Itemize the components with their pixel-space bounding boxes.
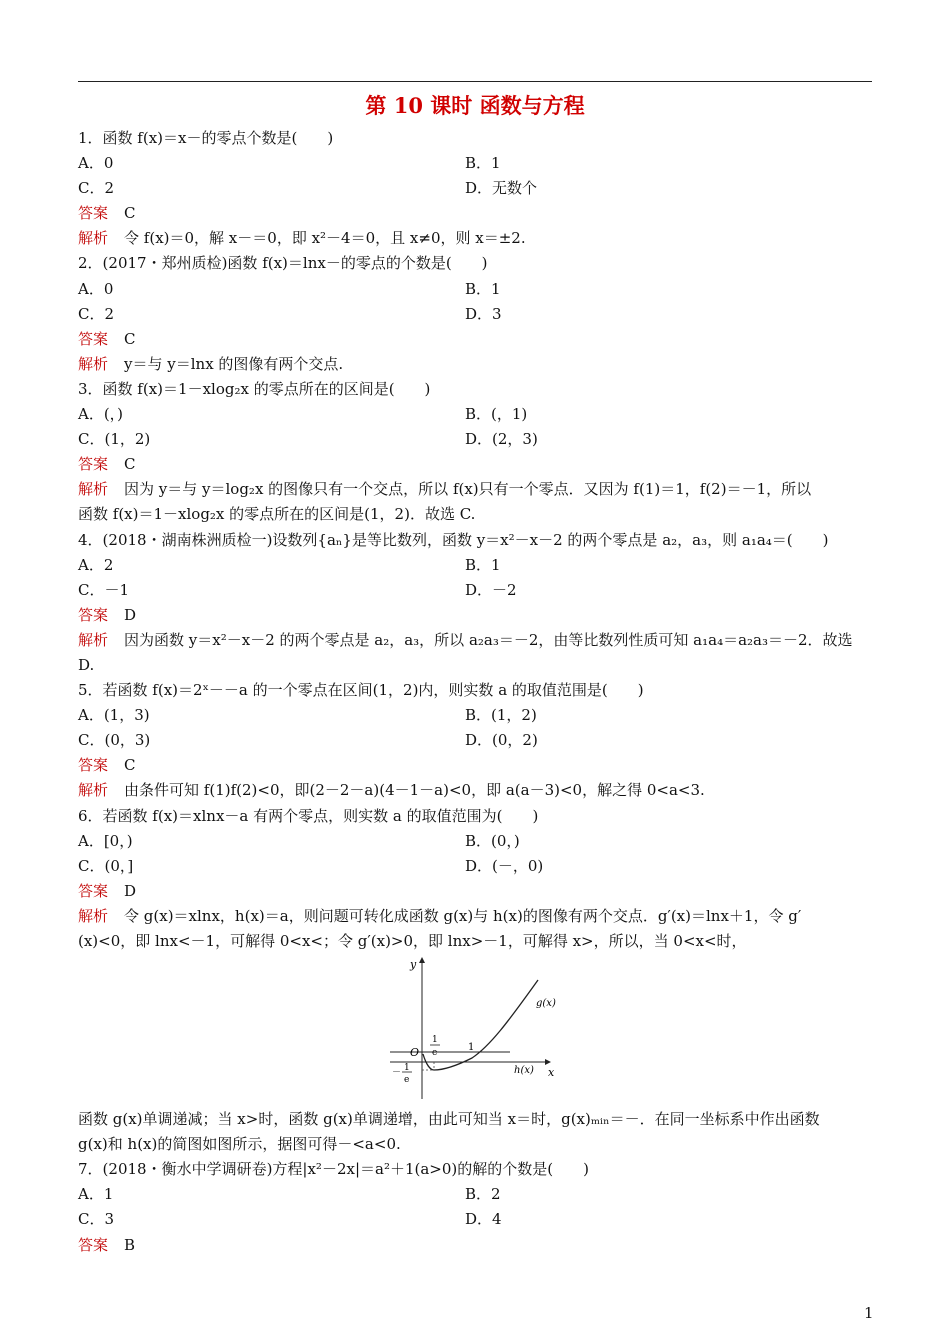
options-row — [78, 427, 874, 452]
analysis-2 — [78, 352, 874, 377]
analysis-text: 由条件可知 f(1)f(2)<0，即(2－2－a)(4－1－a)<0，即 a(a－3)<0，解之得 0<a<3. — [124, 781, 705, 800]
tick-frac-num: 1 — [432, 1035, 438, 1046]
option-a: A．(1，3) — [78, 706, 150, 725]
analysis-6-after: 函数 g(x)单调递减；当 x>时，函数 g(x)单调递增，由此可知当 x＝时，g(x)ₘᵢₙ＝－．在同一坐标系中作出函数 — [78, 1110, 820, 1129]
question-2: 2．(2017・郑州质检)函数 f(x)＝lnx－的零点的个数是( ) — [78, 254, 488, 273]
options-row — [78, 277, 874, 302]
option-b: B．(1，2) — [465, 706, 537, 725]
tick-frac-den: e — [432, 1048, 438, 1059]
answer-label: 答案 — [78, 1235, 109, 1254]
analysis-label: 解析 — [78, 906, 109, 925]
y-axis-label: y — [410, 958, 417, 972]
x-axis-label: x — [548, 1066, 555, 1080]
option-b: B．1 — [465, 154, 501, 173]
answer-7 — [78, 1233, 874, 1258]
options-row — [78, 176, 874, 201]
option-a: A．[0，) — [78, 831, 133, 850]
neg-frac-sign: － — [392, 1068, 402, 1079]
answer-value: B — [124, 1235, 136, 1254]
question-3: 3．函数 f(x)＝1－xlog₂x 的零点所在的区间是( ) — [78, 379, 431, 398]
page-title: 第 10 课时 函数与方程 — [365, 93, 585, 118]
answer-label: 答案 — [78, 455, 109, 474]
analysis-label: 解析 — [78, 480, 109, 499]
option-a: A．0 — [78, 154, 114, 173]
options-row — [78, 703, 874, 728]
option-c: C．－1 — [78, 580, 130, 599]
analysis-label: 解析 — [78, 354, 109, 373]
analysis-4-cont: D. — [78, 655, 95, 674]
answer-value: C — [124, 455, 136, 474]
answer-value: C — [124, 756, 136, 775]
analysis-label: 解析 — [78, 630, 109, 649]
neg-frac-num: 1 — [404, 1063, 410, 1074]
answer-label: 答案 — [78, 329, 109, 348]
analysis-label: 解析 — [78, 781, 109, 800]
analysis-text: 令 g(x)＝xlnx，h(x)＝a，则问题可转化成函数 g(x)与 h(x)的图像有两个交点．g′(x)＝lnx＋1，令 g′ — [124, 906, 802, 925]
answer-6 — [78, 879, 874, 904]
option-c: C．3 — [78, 1210, 115, 1229]
option-c: C．(1，2) — [78, 430, 151, 449]
analysis-text: 因为函数 y＝x²－x－2 的两个零点是 a₂，a₃，所以 a₂a₃＝－2，由等比数列性质可知 a₁a₄＝a₂a₃＝－2．故选 — [124, 630, 853, 649]
neg-frac-den: e — [404, 1075, 410, 1086]
answer-label: 答案 — [78, 204, 109, 223]
option-d: D．(－，0) — [465, 856, 544, 875]
option-b: B．1 — [465, 279, 501, 298]
analysis-label: 解析 — [78, 229, 109, 248]
options-row — [78, 1207, 874, 1232]
tick-1-label: 1 — [468, 1042, 475, 1054]
analysis-1 — [78, 226, 874, 251]
question-1: 1．函数 f(x)＝x－的零点个数是( ) — [78, 129, 334, 147]
analysis-5 — [78, 778, 874, 803]
page-number: 1 — [864, 1304, 874, 1322]
option-d: D．4 — [465, 1210, 502, 1229]
header-rule — [78, 81, 872, 82]
options-row — [78, 1182, 874, 1207]
options-row — [78, 854, 874, 879]
options-row — [78, 829, 874, 854]
options-row — [78, 302, 874, 327]
answer-4 — [78, 603, 874, 628]
option-c: C．(0，] — [78, 856, 134, 875]
analysis-text: 令 f(x)＝0，解 x－＝0，即 x²－4＝0，且 x≠0，则 x＝±2. — [124, 229, 526, 248]
answer-2 — [78, 327, 874, 352]
analysis-6-after-cont: g(x)和 h(x)的简图如图所示，据图可得－<a<0. — [78, 1135, 401, 1154]
option-a: A．(，) — [78, 405, 124, 424]
options-row — [78, 151, 874, 176]
options-row — [78, 402, 874, 427]
function-graph — [78, 954, 874, 1107]
option-a: A．0 — [78, 279, 114, 298]
g-curve — [423, 980, 538, 1070]
analysis-6 — [78, 904, 874, 929]
analysis-3-cont: 函数 f(x)＝1－xlog₂x 的零点所在的区间是(1，2)．故选 C. — [78, 505, 476, 524]
option-d: D．－2 — [465, 580, 517, 599]
analysis-4 — [78, 628, 874, 653]
option-d: D．(0，2) — [465, 731, 538, 750]
answer-value: D — [124, 605, 137, 624]
answer-value: C — [124, 204, 136, 223]
option-b: B．(0，) — [465, 831, 520, 850]
option-d: D．3 — [465, 304, 502, 323]
answer-value: C — [124, 329, 136, 348]
options-row — [78, 728, 874, 753]
analysis-text: 因为 y＝与 y＝log₂x 的图像只有一个交点，所以 f(x)只有一个零点．又因为 f(1)＝1，f(2)＝－1，所以 — [124, 480, 812, 499]
option-a: A．2 — [78, 555, 114, 574]
h-label: h(x) — [514, 1065, 534, 1077]
question-7: 7．(2018・衡水中学调研卷)方程|x²－2x|＝a²＋1(a>0)的解的个数是( ) — [78, 1160, 589, 1179]
option-b: B．2 — [465, 1185, 501, 1204]
option-b: B．1 — [465, 555, 501, 574]
answer-1 — [78, 201, 874, 226]
option-d: D．无数个 — [465, 179, 538, 198]
options-row — [78, 578, 874, 603]
content — [78, 126, 874, 1258]
option-b: B．(，1) — [465, 405, 528, 424]
question-4: 4．(2018・湖南株洲质检一)设数列{aₙ}是等比数列，函数 y＝x²－x－2 的两个零点是 a₂，a₃，则 a₁a₄＝( ) — [78, 530, 829, 549]
graph-svg — [390, 954, 565, 1102]
options-row — [78, 553, 874, 578]
question-6: 6．若函数 f(x)＝xlnx－a 有两个零点，则实数 a 的取值范围为( ) — [78, 806, 539, 825]
option-c: C．2 — [78, 304, 115, 323]
option-d: D．(2，3) — [465, 430, 538, 449]
option-c: C．2 — [78, 179, 115, 198]
origin-label: O — [410, 1046, 420, 1060]
answer-5 — [78, 753, 874, 778]
question-5: 5．若函数 f(x)＝2ˣ－－a 的一个零点在区间(1，2)内，则实数 a 的取值范围是( ) — [78, 681, 644, 700]
answer-label: 答案 — [78, 756, 109, 775]
analysis-text: y＝与 y＝lnx 的图像有两个交点. — [124, 354, 344, 373]
answer-label: 答案 — [78, 605, 109, 624]
answer-value: D — [124, 881, 137, 900]
answer-3 — [78, 452, 874, 477]
answer-label: 答案 — [78, 881, 109, 900]
analysis-6-cont: (x)<0，即 lnx<－1，可解得 0<x<；令 g′(x)>0，即 lnx>－1，可解得 x>，所以，当 0<x<时， — [78, 932, 747, 950]
option-c: C．(0，3) — [78, 731, 151, 750]
g-label: g(x) — [536, 998, 556, 1010]
analysis-3 — [78, 477, 874, 502]
option-a: A．1 — [78, 1185, 114, 1204]
